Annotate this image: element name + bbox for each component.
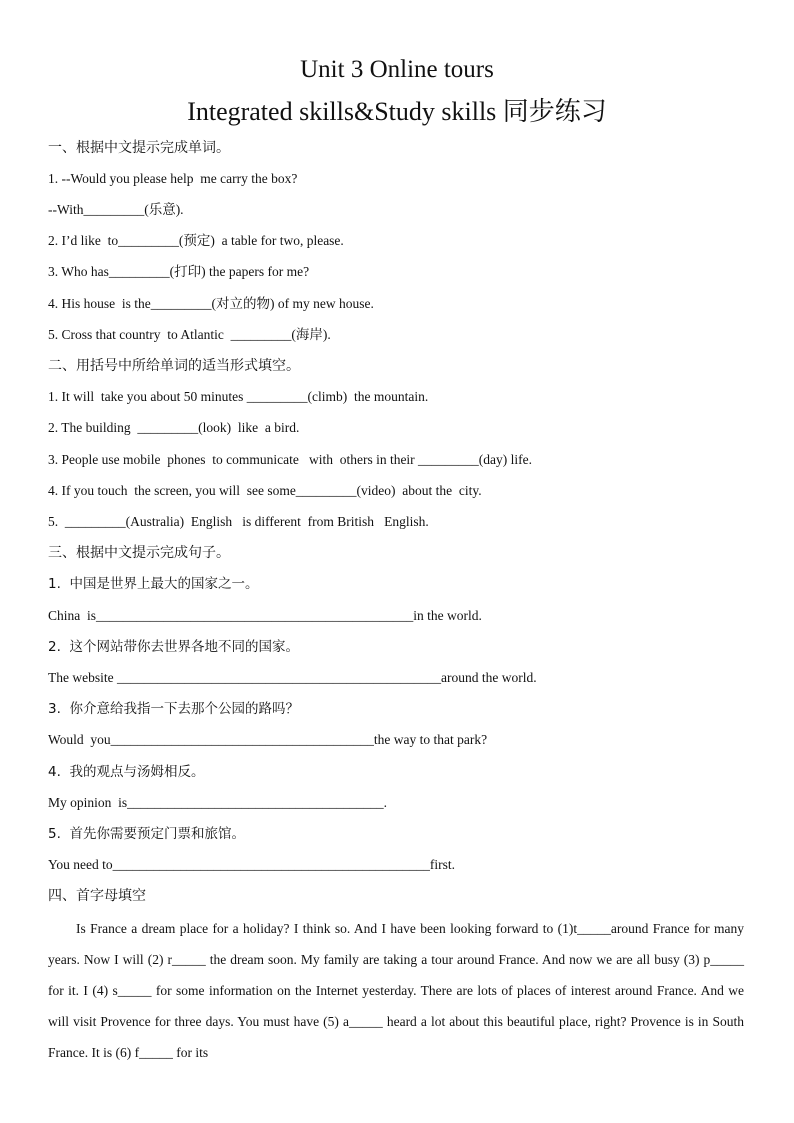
s3-prompt-1: 1. 中国是世界上最大的国家之一。 bbox=[48, 576, 259, 592]
document-title: Unit 3 Online tours bbox=[300, 56, 494, 83]
section-3-heading: 三、根据中文提示完成句子。 bbox=[48, 545, 230, 561]
s2-line-1: 1. It will take you about 50 minutes _________(climb) the mountain. bbox=[48, 389, 429, 404]
s1-line-5: 4. His house is the_________(对立的物) of my new house. bbox=[48, 296, 374, 311]
s1-line-2: --With_________(乐意). bbox=[48, 202, 184, 217]
s2-line-5: 5. _________(Australia) English is different from British English. bbox=[48, 514, 429, 529]
s3-answer-3: Would you_______________________________________the way to that park? bbox=[48, 732, 488, 747]
section-2-heading: 二、用括号中所给单词的适当形式填空。 bbox=[48, 358, 300, 374]
s3-prompt-4: 4. 我的观点与汤姆相反。 bbox=[48, 764, 205, 780]
s2-line-4: 4. If you touch the screen, you will see some_________(video) about the city. bbox=[48, 483, 482, 498]
s2-line-3: 3. People use mobile phones to communicate with others in their _________(day) life. bbox=[48, 452, 533, 467]
s3-prompt-2: 2. 这个网站带你去世界各地不同的国家。 bbox=[48, 639, 299, 655]
s1-line-6: 5. Cross that country to Atlantic _________(海岸). bbox=[48, 327, 331, 342]
s2-line-2: 2. The building _________(look) like a bird. bbox=[48, 420, 300, 435]
section-4-heading: 四、首字母填空 bbox=[48, 888, 146, 904]
s3-prompt-5: 5. 首先你需要预定门票和旅馆。 bbox=[48, 826, 245, 842]
s1-line-1: 1. --Would you please help me carry the box? bbox=[48, 171, 298, 186]
s3-answer-1: China is_______________________________________________in the world. bbox=[48, 608, 482, 623]
cloze-paragraph: Is France a dream place for a holiday? I think so. And I have been looking forward to (1)t_____around France for many years. Now I will (2) r_____ the dream soon. My family are taking a tour around France. And now we are all busy (3) p_____ for it. I (4) s_____ for some information on the Internet yesterday. There are lots of places of interest around France. And we will visit Provence for three days. You must have (5) a_____ heard a lot about this beautiful place, right? Provence is in South France. It is (6) f_____ for its bbox=[48, 921, 744, 1060]
s1-line-4: 3. Who has_________(打印) the papers for me? bbox=[48, 264, 310, 279]
document-subtitle: Integrated skills&Study skills 同步练习 bbox=[187, 97, 607, 126]
s3-prompt-3: 3. 你介意给我指一下去那个公园的路吗？ bbox=[48, 701, 299, 717]
s3-answer-5: You need to_______________________________________________first. bbox=[48, 857, 456, 872]
s3-answer-4: My opinion is______________________________________. bbox=[48, 795, 388, 810]
s1-line-3: 2. I’d like to_________(预定) a table for two, please. bbox=[48, 233, 344, 248]
section-1-heading: 一、根据中文提示完成单词。 bbox=[48, 140, 230, 156]
s3-answer-2: The website ________________________________________________around the world. bbox=[48, 670, 537, 685]
